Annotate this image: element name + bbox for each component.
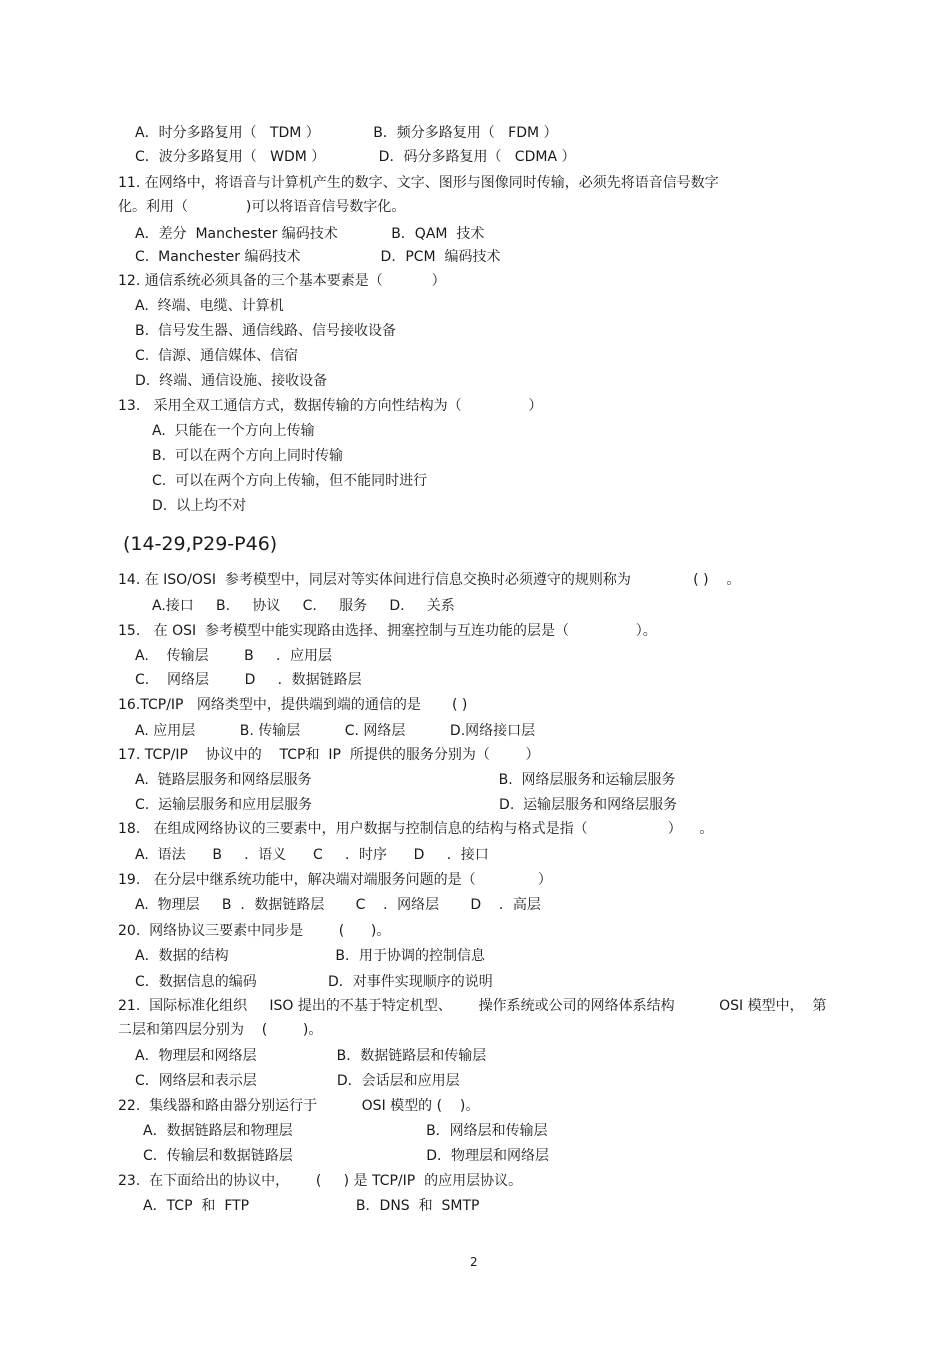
q12-stem: 12. 通信系统必须具备的三个基本要素是（ ） <box>118 273 446 289</box>
q18-stem: 18. 在组成网络协议的三要素中，用户数据与控制信息的结构与格式是指（ ） 。 <box>118 821 714 837</box>
q23-options-ab: A．TCP 和 FTP B．DNS 和 SMTP <box>143 1198 480 1214</box>
q20-stem: 20. 网络协议三要素中同步是 ( )。 <box>118 923 391 939</box>
q17-options-cd: C. 运输层服务和应用层服务 D. 运输层服务和网络层服务 <box>135 797 678 813</box>
q19-options: A. 物理层 B ．数据链路层 C ．网络层 D ．高层 <box>135 897 541 913</box>
q13-option-d: D. 以上均不对 <box>152 498 247 514</box>
q23-stem: 23. 在下面给出的协议中， ( ) 是 TCP/IP 的应用层协议。 <box>118 1173 523 1189</box>
q17-stem: 17. TCP/IP 协议中的 TCP和 IP 所提供的服务分别为（ ） <box>118 747 540 763</box>
q13-option-b: B. 可以在两个方向上同时传输 <box>152 448 343 464</box>
q22-stem: 22. 集线器和路由器分别运行于 OSI 模型的 ( )。 <box>118 1098 480 1114</box>
q18-options: A. 语法 B ．语义 C ．时序 D ．接口 <box>135 847 489 863</box>
q12-option-d: D. 终端、通信设施、接收设备 <box>135 373 328 389</box>
q15-options-ab: A. 传输层 B ．应用层 <box>135 648 333 664</box>
q11-options-cd: C. Manchester 编码技术 D．PCM 编码技术 <box>135 249 501 265</box>
q16-stem: 16.TCP/IP 网络类型中，提供端到端的通信的是 ( ) <box>118 697 468 713</box>
q15-stem: 15. 在 OSI 参考模型中能实现路由选择、拥塞控制与互连功能的层是（ ）。 <box>118 623 657 639</box>
q15-options-cd: C. 网络层 D ．数据链路层 <box>135 672 362 688</box>
q12-option-b: B. 信号发生器、通信线路、信号接收设备 <box>135 323 396 339</box>
q21-options-ab: A．物理层和网络层 B．数据链路层和传输层 <box>135 1048 487 1064</box>
q13-stem: 13. 采用全双工通信方式，数据传输的方向性结构为（ ） <box>118 398 543 414</box>
q11-stem-1: 11. 在网络中，将语音与计算机产生的数字、文字、图形与图像同时传输，必须先将语音信号数字 <box>118 175 719 191</box>
q10-options-ab: A．时分多路复用（ TDM ） B．频分多路复用（ FDM ） <box>135 125 558 141</box>
page-number: 2 <box>470 1255 478 1269</box>
q19-stem: 19. 在分层中继系统功能中，解决端对端服务问题的是（ ） <box>118 872 552 888</box>
q13-option-c: C. 可以在两个方向上传输，但不能同时进行 <box>152 473 428 489</box>
q10-options-cd: C．波分多路复用（ WDM ） D．码分多路复用（ CDMA ） <box>135 149 576 165</box>
q11-options-ab: A．差分 Manchester 编码技术 B．QAM 技术 <box>135 226 485 242</box>
q21-stem-1: 21. 国际标准化组织 ISO 提出的不基于特定机型、 操作系统或公司的网络体系结构 OSI 模型中， 第 <box>118 998 827 1014</box>
q12-option-a: A. 终端、电缆、计算机 <box>135 298 284 314</box>
q22-options-cd: C．传输层和数据链路层 D．物理层和网络层 <box>143 1148 550 1164</box>
q20-options-cd: C．数据信息的编码 D．对事件实现顺序的说明 <box>135 974 493 990</box>
q14-stem: 14. 在 ISO/OSI 参考模型中，同层对等实体间进行信息交换时必须遵守的规则称为 ( ) 。 <box>118 572 741 588</box>
q21-stem-2: 二层和第四层分别为 ( )。 <box>118 1022 323 1038</box>
q16-options: A. 应用层 B. 传输层 C. 网络层 D.网络接口层 <box>135 723 536 739</box>
section-heading: (14-29,P29-P46) <box>123 533 278 555</box>
q17-options-ab: A. 链路层服务和网络层服务 B. 网络层服务和运输层服务 <box>135 772 676 788</box>
q21-options-cd: C．网络层和表示层 D．会话层和应用层 <box>135 1073 460 1089</box>
q14-options: A.接口 B. 协议 C. 服务 D. 关系 <box>152 598 455 614</box>
q13-option-a: A. 只能在一个方向上传输 <box>152 423 315 439</box>
q22-options-ab: A．数据链路层和物理层 B．网络层和传输层 <box>143 1123 548 1139</box>
q12-option-c: C. 信源、通信媒体、信宿 <box>135 348 299 364</box>
q11-stem-2: 化。利用（ )可以将语音信号数字化。 <box>118 199 406 215</box>
q20-options-ab: A．数据的结构 B．用于协调的控制信息 <box>135 948 485 964</box>
